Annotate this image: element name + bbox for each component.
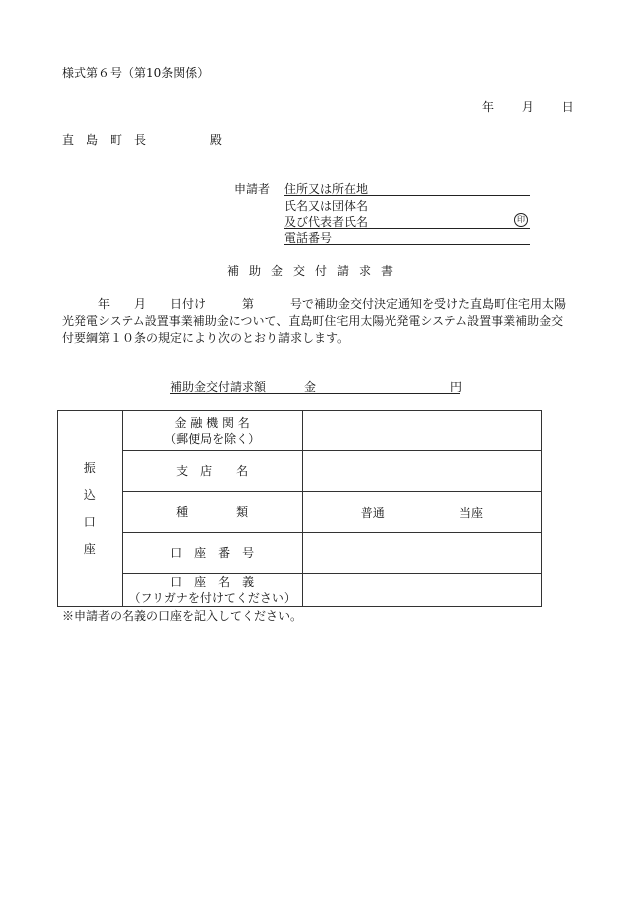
date-month: 月: [521, 100, 534, 114]
body-text: 年 月 日付け 第 号で補助金交付決定通知を受けた直島町住宅用太陽光発電システム設置事業補助金について、直島町住宅用太陽光発電システム設置事業補助金交付要綱第１０条の規定により次のとおり請求します。: [62, 297, 567, 345]
phone-label: 電話番号: [284, 231, 333, 245]
branch-name-label: 支 店 名: [122, 451, 302, 492]
addressee-title: 直 島 町 長: [62, 133, 147, 147]
transfer-account-side-label: 振 込 口 座: [58, 411, 123, 607]
applicant-representative-field[interactable]: [284, 213, 530, 229]
representative-label: 及び代表者氏名: [284, 215, 369, 229]
branch-name-field[interactable]: [302, 451, 541, 492]
addressee-honorific: 殿: [209, 133, 222, 147]
account-type-checking[interactable]: 当座: [458, 505, 483, 520]
request-amount-field[interactable]: [170, 378, 463, 394]
applicant-label: 申請者: [234, 182, 271, 196]
account-type-ordinary[interactable]: 普通: [360, 505, 385, 520]
applicant-phone-field[interactable]: [284, 229, 530, 245]
account-type-label: 種 類: [122, 492, 302, 533]
applicant-address-field[interactable]: [284, 180, 530, 196]
account-holder-field[interactable]: [302, 574, 541, 607]
date-line: [482, 98, 574, 115]
form-number: 様式第６号（第10条関係）: [62, 66, 210, 80]
request-amount-unit: 円: [450, 380, 463, 394]
document-title: 補助金交付請求書: [226, 264, 403, 278]
date-year: 年: [482, 100, 495, 114]
addressee: [62, 131, 222, 148]
applicant-name-field[interactable]: [284, 197, 530, 212]
bank-name-label: 金 融 機 関 名 （郵便局を除く）: [122, 411, 302, 451]
address-label: 住所又は所在地: [284, 182, 369, 196]
seal-mark: 印: [514, 213, 528, 227]
account-number-field[interactable]: [302, 533, 541, 574]
request-amount-label: 補助金交付請求額: [170, 380, 267, 394]
footnote: ※申請者の名義の口座を記入してください。: [62, 609, 303, 623]
account-number-label: 口 座 番 号: [122, 533, 302, 574]
bank-name-field[interactable]: [302, 411, 541, 451]
name-label: 氏名又は団体名: [284, 199, 369, 213]
date-day: 日: [561, 100, 574, 114]
account-type-field[interactable]: [302, 492, 541, 533]
bank-account-table: [57, 410, 542, 607]
account-holder-label: 口 座 名 義 （フリガナを付けてください）: [122, 574, 302, 607]
request-amount-prefix: 金: [304, 380, 317, 394]
